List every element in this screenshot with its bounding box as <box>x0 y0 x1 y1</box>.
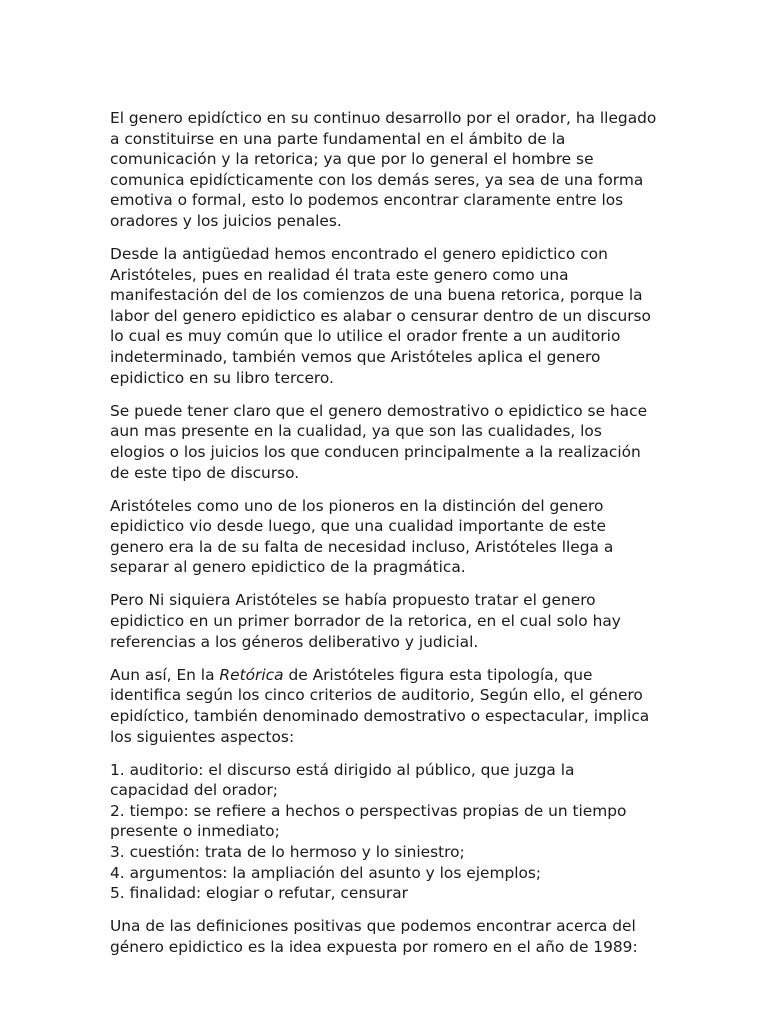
list-item: 3. cuestión: trata de lo hermoso y lo siniestro; <box>110 843 465 861</box>
closing-paragraph: Una de las definiciones positivas que podemos encontrar acerca del género epidictico es la idea expuesta por romero en el año de 1989: <box>110 917 638 956</box>
paragraph-6 <box>110 665 658 747</box>
aspects-list <box>110 760 658 904</box>
paragraph-4: Aristóteles como uno de los pioneros en la distinción del genero epidictico vio desde luego, que una cualidad importante de este genero era la de su falta de necesidad incluso, Aristóteles llega a separar al genero epidictico de la pragmática. <box>110 496 614 577</box>
paragraph-1: El genero epidíctico en su continuo desarrollo por el orador, ha llegado a constituirse en una parte fundamental en el ámbito de la comunicación y la retorica; ya que por lo general el hombre se comunica epidícticamente con los demás seres, ya sea de una forma emotiva o formal, esto lo podemos encontrar claramente entre los oradores y los juicios penales. <box>110 109 657 230</box>
paragraph-6-rest: de Aristóteles figura esta tipología, que identifica según los cinco criterios de auditorio, Según ello, el género epidíctico, también denominado demostrativo o espectacular, implica los siguientes aspectos: <box>110 665 650 746</box>
list-item: 4. argumentos: la ampliación del asunto y los ejemplos; <box>110 863 542 882</box>
paragraph-6-lead: Aun así, En la <box>110 665 220 684</box>
paragraph-5: Pero Ni siquiera Aristóteles se había propuesto tratar el genero epidictico en un primer borrador de la retorica, en el cual solo hay referencias a los géneros deliberativo y judicial. <box>110 591 621 651</box>
document-page <box>110 108 658 970</box>
paragraph-3: Se puede tener claro que el genero demostrativo o epidictico se hace aun mas presente en la cualidad, ya que son las cualidades, los elogios o los juicios los que conducen principalmente a la realización de este tipo de discurso. <box>110 401 648 482</box>
book-title-retorica: Retórica <box>219 665 284 684</box>
list-item: 1. auditorio: el discurso está dirigido al público, que juzga la capacidad del orador; <box>110 760 575 800</box>
paragraph-2: Desde la antigüedad hemos encontrado el genero epidictico con Aristóteles, pues en realidad él trata este genero como una manifestación del de los comienzos de una buena retorica, porque la labor del genero epidictico es alabar o censurar dentro de un discurso lo cual es muy común que lo utilice el orador frente a un auditorio indeterminado, también vemos que Aristóteles aplica el genero epidictico en su libro tercero. <box>110 245 651 387</box>
list-item: 2. tiempo: se refiere a hechos o perspectivas propias de un tiempo presente o inmediato; <box>110 801 627 841</box>
list-item: 5. finalidad: elogiar o refutar, censurar <box>110 884 408 903</box>
